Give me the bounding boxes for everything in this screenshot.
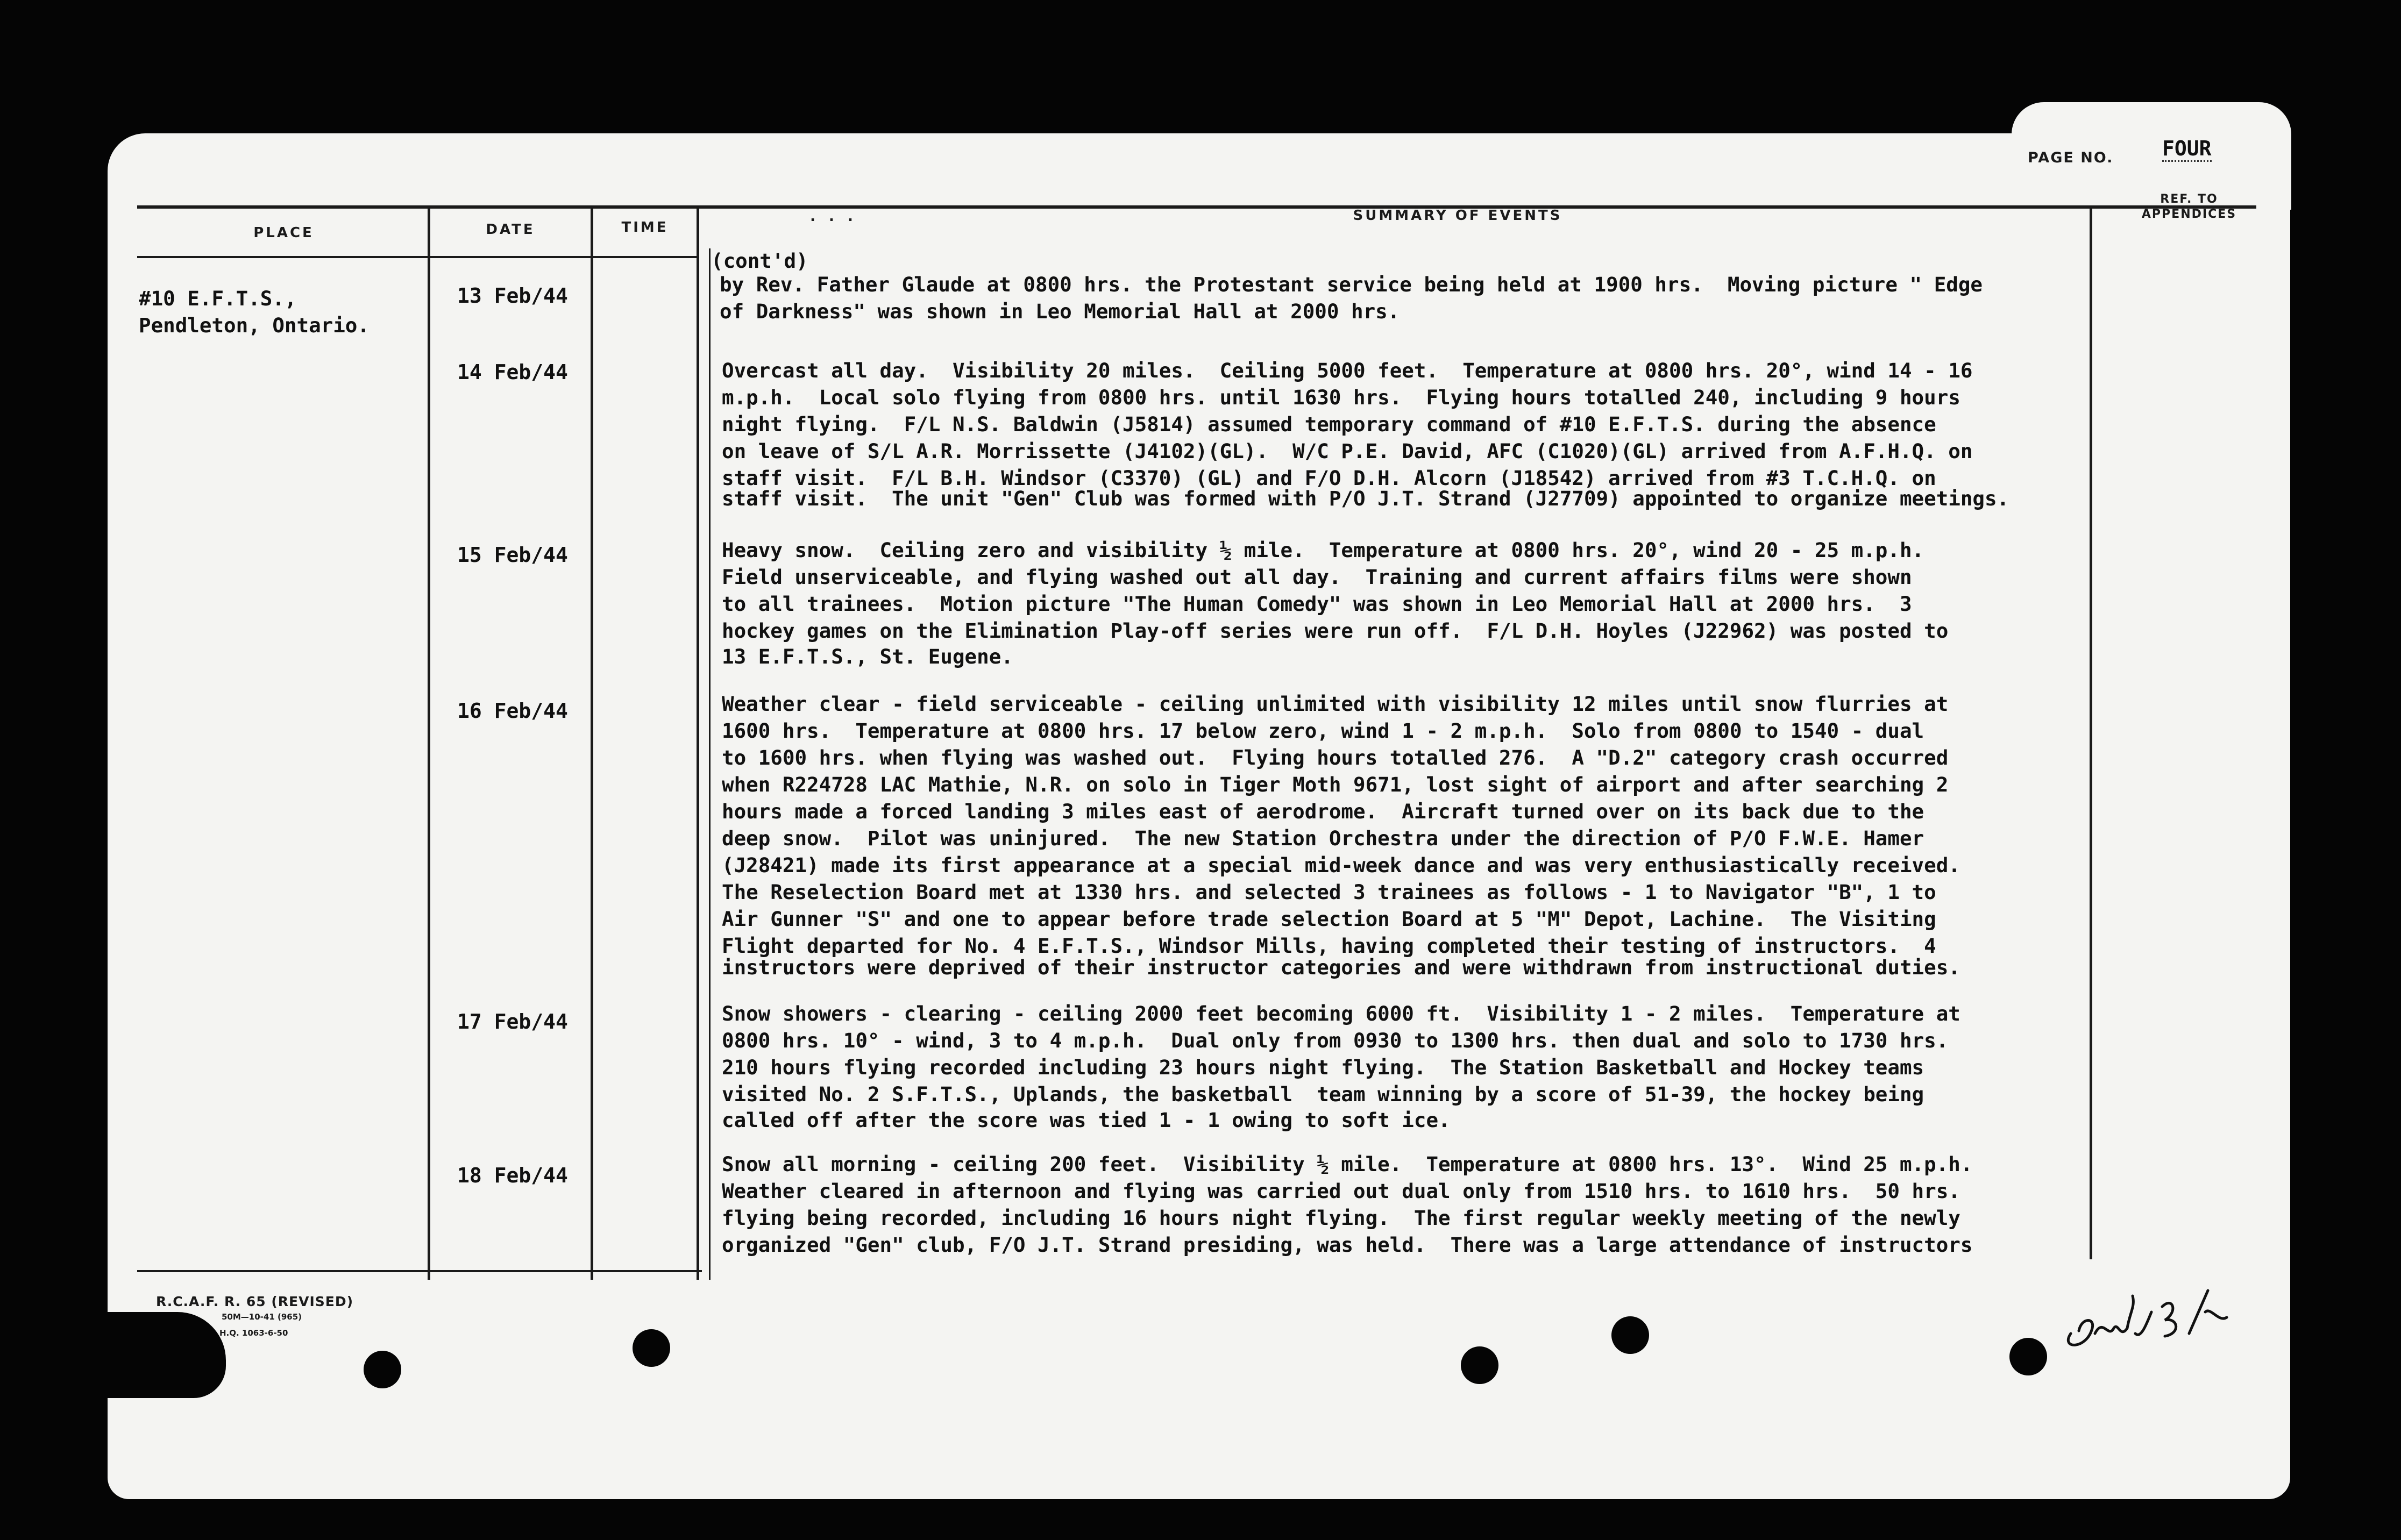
summary-line: staff visit. The unit "Gen" Club was formed with P/O J.T. Strand (J27709) appointed to organize meetings. bbox=[722, 487, 2009, 510]
column-rule bbox=[2090, 205, 2092, 1259]
header-place: PLACE bbox=[253, 225, 314, 241]
summary-line: on leave of S/L A.R. Morrissette (J4102)(GL). W/C P.E. David, AFC (C1020)(GL) arrived from A.F.H.Q. on bbox=[722, 439, 1973, 463]
summary-line: flying being recorded, including 16 hours night flying. The first regular weekly meeting of the newly bbox=[722, 1206, 1960, 1230]
hq-code: H.Q. 1063-6-50 bbox=[219, 1328, 288, 1338]
page-number-label: PAGE NO. bbox=[2028, 149, 2114, 166]
punch-hole bbox=[1461, 1346, 1498, 1384]
summary-line: called off after the score was tied 1 - 1 owing to soft ice. bbox=[722, 1108, 1451, 1132]
entry-date: 16 Feb/44 bbox=[457, 699, 568, 723]
header-dots: . . . bbox=[810, 209, 857, 225]
torn-corner bbox=[108, 1312, 226, 1398]
place-unit: #10 E.F.T.S., bbox=[139, 287, 297, 310]
entry-date: 17 Feb/44 bbox=[457, 1010, 568, 1033]
summary-line: hours made a forced landing 3 miles east of aerodrome. Aircraft turned over on its back due to the bbox=[722, 800, 1924, 823]
summary-line: 1600 hrs. Temperature at 0800 hrs. 17 below zero, wind 1 - 2 m.p.h. Solo from 0800 to 1540 - dual bbox=[722, 719, 1924, 743]
summary-line: visited No. 2 S.F.T.S., Uplands, the basketball team winning by a score of 51-39, the hockey being bbox=[722, 1082, 1924, 1106]
header-bottom-rule bbox=[137, 256, 697, 258]
summary-line: 0800 hrs. 10° - wind, 3 to 4 m.p.h. Dual only from 0930 to 1300 hrs. then dual and solo to 1730 hrs. bbox=[722, 1029, 1949, 1052]
print-code: 50M—10-41 (965) bbox=[222, 1312, 302, 1322]
signature bbox=[2055, 1274, 2237, 1366]
summary-line: Air Gunner "S" and one to appear before trade selection Board at 5 "M" Depot, Lachine. The Visiting bbox=[722, 907, 1936, 931]
summary-line: Overcast all day. Visibility 20 miles. Ceiling 5000 feet. Temperature at 0800 hrs. 20°, wind 14 - 16 bbox=[722, 359, 1973, 382]
summary-line: Weather cleared in afternoon and flying was carried out dual only from 1510 hrs. to 1610 hrs. 50 hrs. bbox=[722, 1179, 1960, 1203]
summary-line: to 1600 hrs. when flying was washed out. Flying hours totalled 276. A "D.2" category crash occurred bbox=[722, 746, 1949, 769]
punch-hole bbox=[2009, 1338, 2047, 1375]
entry-date: 13 Feb/44 bbox=[457, 284, 568, 308]
header-summary: SUMMARY OF EVENTS bbox=[1353, 208, 1562, 224]
summary-line: 13 E.F.T.S., St. Eugene. bbox=[722, 645, 1013, 668]
header-time: TIME bbox=[621, 219, 669, 236]
column-rule bbox=[697, 205, 699, 1280]
entry-date: 15 Feb/44 bbox=[457, 543, 568, 567]
summary-line: (cont'd) bbox=[711, 249, 808, 273]
column-rule bbox=[591, 205, 593, 1280]
summary-line: of Darkness" was shown in Leo Memorial Hall at 2000 hrs. bbox=[720, 300, 1400, 323]
header-date: DATE bbox=[486, 222, 535, 238]
place-location: Pendleton, Ontario. bbox=[139, 313, 370, 337]
punch-hole bbox=[633, 1329, 670, 1367]
summary-line: Weather clear - field serviceable - ceiling unlimited with visibility 12 miles until snow flurries at bbox=[722, 692, 1949, 716]
summary-line: to all trainees. Motion picture "The Human Comedy" was shown in Leo Memorial Hall at 2000 hrs. 3 bbox=[722, 592, 1912, 616]
summary-line: Flight departed for No. 4 E.F.T.S., Windsor Mills, having completed their testing of instructors. 4 bbox=[722, 934, 1936, 958]
summary-line: The Reselection Board met at 1330 hrs. and selected 3 trainees as follows - 1 to Navigator "B", 1 to bbox=[722, 880, 1936, 904]
summary-line: hockey games on the Elimination Play-off series were run off. F/L D.H. Hoyles (J22962) was posted to bbox=[722, 619, 1949, 643]
header-ref-line2: APPENDICES bbox=[2141, 208, 2237, 221]
summary-line: Heavy snow. Ceiling zero and visibility ½ mile. Temperature at 0800 hrs. 20°, wind 20 - 25 m.p.h. bbox=[722, 538, 1924, 562]
summary-line: night flying. F/L N.S. Baldwin (J5814) assumed temporary command of #10 E.F.T.S. during the absence bbox=[722, 412, 1936, 436]
summary-line: staff visit. F/L B.H. Windsor (C3370) (GL) and F/O D.H. Alcorn (J18542) arrived from #3 T.C.H.Q. on bbox=[722, 466, 1936, 490]
summary-line: instructors were deprived of their instructor categories and were withdrawn from instructional duties. bbox=[722, 956, 1960, 979]
summary-line: organized "Gen" club, F/O J.T. Strand presiding, was held. There was a large attendance of instructors bbox=[722, 1233, 1973, 1257]
column-rule bbox=[709, 248, 711, 1280]
summary-line: 210 hours flying recorded including 23 hours night flying. The Station Basketball and Hockey teams bbox=[722, 1056, 1924, 1079]
punch-hole bbox=[1611, 1316, 1649, 1354]
table-top-rule bbox=[137, 205, 2256, 209]
entry-date: 18 Feb/44 bbox=[457, 1164, 568, 1187]
summary-line: m.p.h. Local solo flying from 0800 hrs. until 1630 hrs. Flying hours totalled 240, including 9 hours bbox=[722, 386, 1960, 409]
summary-line: by Rev. Father Glaude at 0800 hrs. the Protestant service being held at 1900 hrs. Moving picture " Edge bbox=[720, 273, 1983, 296]
header-ref-line1: REF. TO bbox=[2160, 192, 2218, 206]
column-rule bbox=[428, 205, 430, 1280]
page-number: FOUR bbox=[2162, 137, 2212, 162]
form-number: R.C.A.F. R. 65 (REVISED) bbox=[156, 1294, 354, 1309]
summary-line: Snow all morning - ceiling 200 feet. Visibility ½ mile. Temperature at 0800 hrs. 13°. Wind 25 m.p.h. bbox=[722, 1152, 1973, 1176]
summary-line: when R224728 LAC Mathie, N.R. on solo in Tiger Moth 9671, lost sight of airport and after searching 2 bbox=[722, 773, 1949, 796]
summary-line: Field unserviceable, and flying washed out all day. Training and current affairs films were shown bbox=[722, 565, 1912, 589]
summary-line: (J28421) made its first appearance at a special mid-week dance and was very enthusiastically received. bbox=[722, 853, 1960, 877]
entry-date: 14 Feb/44 bbox=[457, 360, 568, 384]
footer-rule bbox=[137, 1270, 702, 1272]
summary-line: Snow showers - clearing - ceiling 2000 feet becoming 6000 ft. Visibility 1 - 2 miles. Temperature at bbox=[722, 1002, 1960, 1025]
punch-hole bbox=[364, 1351, 401, 1388]
summary-line: deep snow. Pilot was uninjured. The new Station Orchestra under the direction of P/O F.W.E. Hamer bbox=[722, 826, 1924, 850]
